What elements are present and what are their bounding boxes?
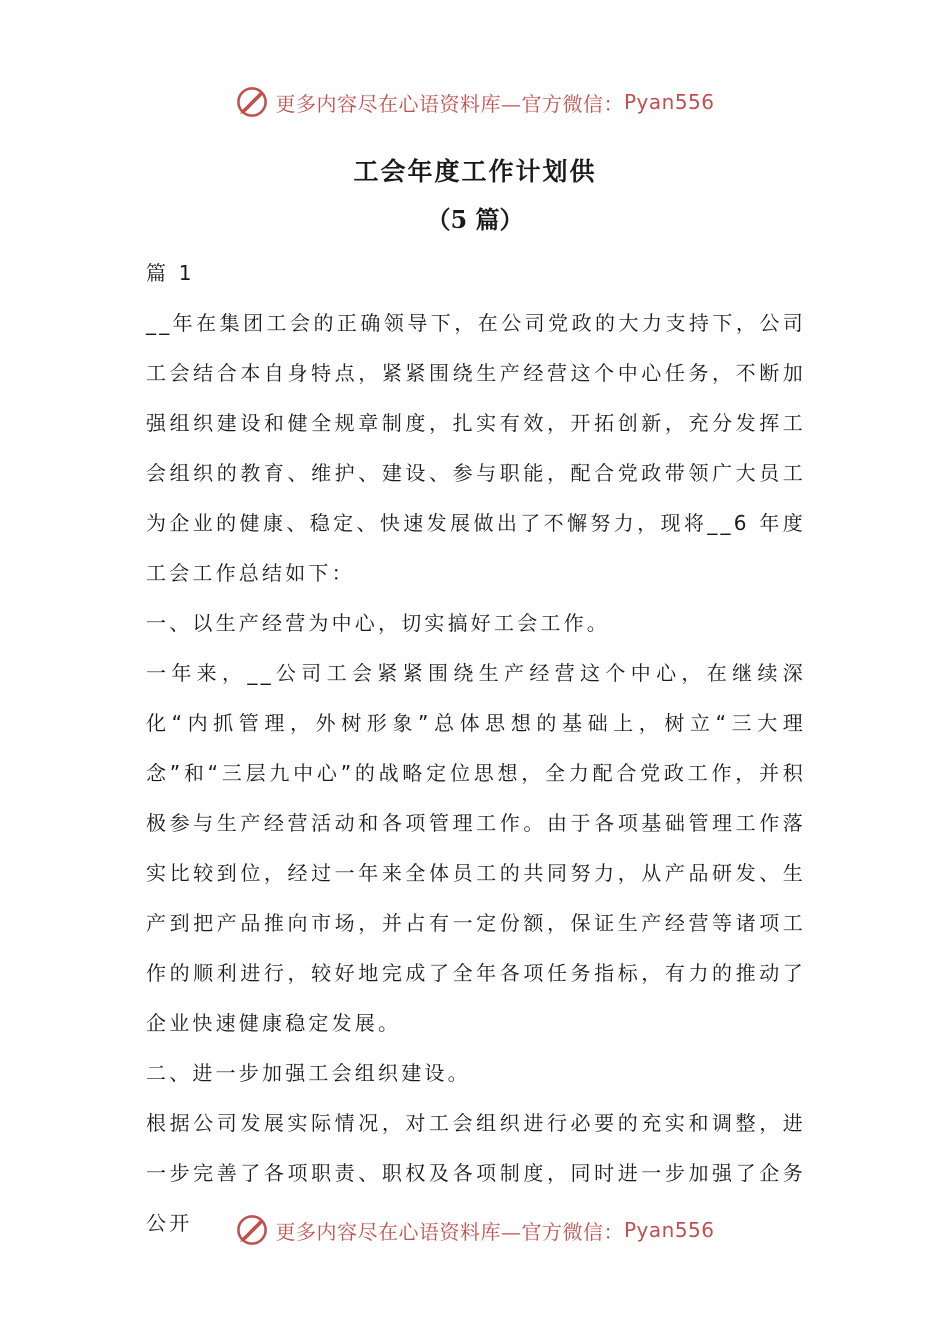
- header-banner: [0, 80, 950, 124]
- section-label: 篇 1: [146, 261, 195, 285]
- body-paragraph: __年在集团工会的正确领导下，在公司党政的大力支持下，公司工会结合本自身特点，紧紧围绕生产经营这个中心任务，不断加强组织建设和健全规章制度，扎实有效，开拓创新，充分发挥工会组织的教育、维护、建设、参与职能，配合党政带领广大员工为企业的健康、稳定、快速发展做出了不懈努力，现将__6 年度工会工作总结如下：: [146, 311, 806, 585]
- body-paragraph: 一年来，__公司工会紧紧围绕生产经营这个中心，在继续深化“内抓管理，外树形象”总体思想的基础上，树立“三大理念”和“三层九中心”的战略定位思想，全力配合党政工作，并积极参与生产经营活动和各项管理工作。由于各项基础管理工作落实比较到位，经过一年来全体员工的共同努力，从产品研发、生产到把产品推向市场，并占有一定份额，保证生产经营等诸项工作的顺利进行，较好地完成了全年各项任务指标，有力的推动了企业快速健康稳定发展。: [146, 661, 806, 1035]
- footer-banner: [0, 1208, 950, 1252]
- pen-logo-icon: [235, 85, 269, 119]
- banner-wechat-id: Pyan556: [623, 90, 715, 114]
- section-heading: 二、进一步加强工会组织建设。: [146, 1061, 471, 1085]
- body-paragraph: 根据公司发展实际情况，对工会组织进行必要的充实和调整，进一步完善了各项职责、职权及各项制度，同时进一步加强了企务公开: [146, 1111, 806, 1235]
- document-title: 工会年度工作计划供: [353, 157, 597, 186]
- banner-text: 更多内容尽在心语资料库—官方微信：: [275, 91, 624, 116]
- document-subtitle: （5 篇）: [426, 205, 524, 234]
- document-body: [146, 248, 806, 1248]
- banner-text: 更多内容尽在心语资料库—官方微信：: [275, 1219, 624, 1244]
- section-heading: 一、以生产经营为中心，切实搞好工会工作。: [146, 611, 610, 635]
- banner-wechat-id: Pyan556: [623, 1218, 715, 1242]
- pen-logo-icon: [235, 1213, 269, 1247]
